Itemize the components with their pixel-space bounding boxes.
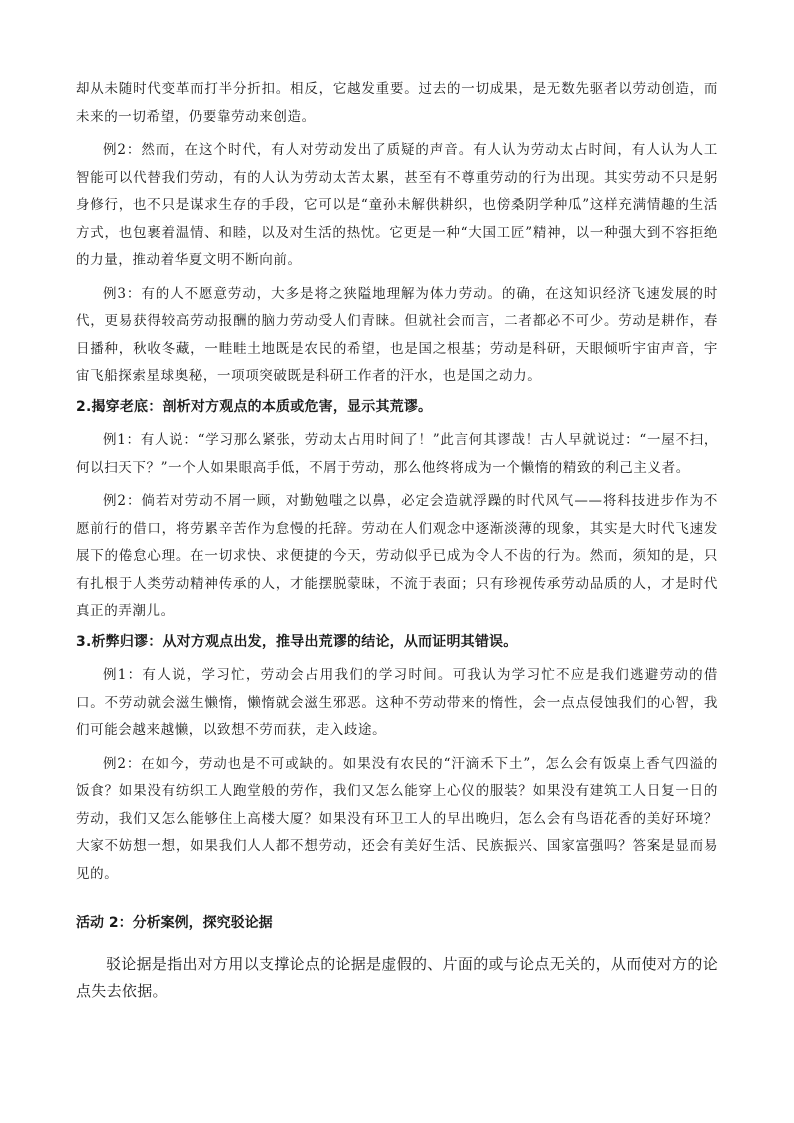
paragraph-example-3: 例3：有的人不愿意劳动，大多是将之狭隘地理解为体力劳动。的确，在这知识经济飞速发展的时代，更易获得较高劳动报酬的脑力劳动受人们青睐。但就社会而言，二者都必不可少。劳动是耕作，春日播种，秋收冬藏，一畦畦土地既是农民的希望，也是国之根基；劳动是科研，天眼倾听宇宙声音，宇宙飞船探索星球奥秘，一项项突破既是科研工作者的汗水，也是国之动力。 — [76, 285, 718, 384]
activity-heading: 活动 2：分析案例，探究驳论据 — [76, 915, 273, 931]
paragraph-continuation: 却从未随时代变革而打半分折扣。相反，它越发重要。过去的一切成果，是无数先驱者以劳动创造，而未来的一切希望，仍要靠劳动来创造。 — [76, 81, 718, 125]
paragraph-section2-example-2: 例2：倘若对劳动不屑一顾，对勤勉嗤之以鼻，必定会造就浮躁的时代风气——将科技进步作为不愿前行的借口，将劳累辛苦作为怠慢的托辞。劳动在人们观念中逐渐淡薄的现象，其实是大时代飞速发展下的倦怠心理。在一切求快、求便捷的今天，劳动似乎已成为令人不齿的行为。然而，须知的是，只有扎根于人类劳动精神传承的人，才能摆脱蒙昧，不流于表面；只有珍视传承劳动品质的人，才是时代真正的弄潮儿。 — [76, 493, 718, 619]
paragraph-section3-example-2: 例2：在如今，劳动也是不可或缺的。如果没有农民的“汗滴禾下土”，怎么会有饭桌上香气四溢的饭食？如果没有纺织工人跑堂般的劳作，我们又怎么能穿上心仪的服装？如果没有建筑工人日复一日的劳动，我们又怎么能够住上高楼大厦？如果没有环卫工人的早出晚归，怎么会有鸟语花香的美好环境？大家不妨想一想，如果我们人人都不想劳动，还会有美好生活、民族振兴、国家富强吗？答案是显而易见的。 — [76, 755, 718, 882]
paragraph-section3-example-1: 例1：有人说，学习忙，劳动会占用我们的学习时间。可我认为学习忙不应是我们逃避劳动的借口。不劳动就会滋生懒惰，懒惰就会滋生邪恶。这种不劳动带来的惰性，会一点点侵蚀我们的心智，我们可能会越来越懒，以致想不劳而获，走入歧途。 — [76, 667, 718, 738]
paragraph-example-2: 例2：然而，在这个时代，有人对劳动发出了质疑的声音。有人认为劳动太占时间，有人认为人工智能可以代替我们劳动，有的人认为劳动太苦太累，甚至有不尊重劳动的行为出现。其实劳动不只是躬身修行，也不只是谋求生存的手段，它可以是“童孙未解供耕织，也傍桑阴学种瓜”这样充满情趣的生活方式，也包裹着温情、和睦，以及对生活的热忱。它更是一种“大国工匠”精神，以一种强大到不容拒绝的力量，推动着华夏文明不断向前。 — [76, 142, 718, 268]
activity-lead-paragraph: 驳论据是指出对方用以支撑论点的论据是虚假的、片面的或与论点无关的，从而使对方的论点失去依据。 — [76, 955, 719, 1000]
paragraph-section2-example-1: 例1：有人说：“学习那么紧张，劳动太占用时间了！”此言何其谬哉！古人早就说过：“一屋不扫，何以扫天下？”一个人如果眼高手低，不屑于劳动，那么他终将成为一个懒惰的精致的利己主义者。 — [76, 432, 718, 476]
heading-section-3: 3.析弊归谬：从对方观点出发，推导出荒谬的结论，从而证明其错误。 — [76, 633, 518, 650]
heading-section-2: 2.揭穿老底：剖析对方观点的本质或危害，显示其荒谬。 — [76, 398, 433, 415]
